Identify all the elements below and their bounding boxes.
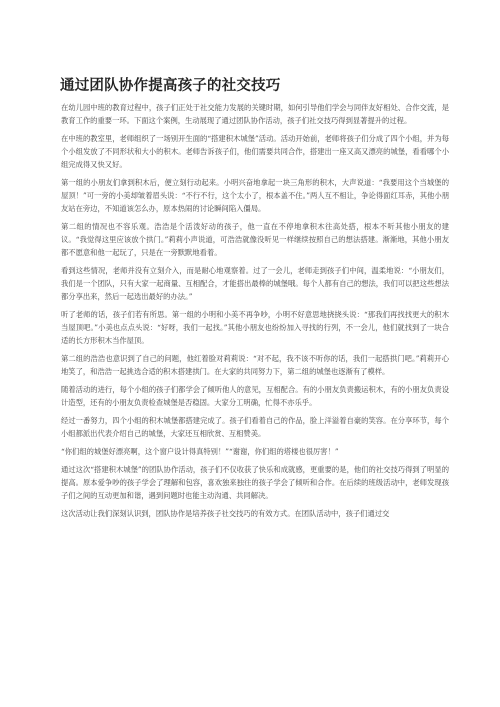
dialogue-paragraph: “你们组的城堡好漂亮啊，这个窗户设计得真特别！”“谢谢，你们组的塔楼也很厉害！” <box>61 447 339 456</box>
paragraph: 在幼儿园中班的教育过程中，孩子们正处于社交能力发展的关键时期，如何引导他们学会与同伴友好相处、合作交流，是教育工作的重要一环。下面这个案例，生动展现了通过团队协作活动，孩子们社交技巧得到显著提升的过程。 <box>61 103 449 125</box>
paragraph: 第一组的小朋友们拿到积木后，便立刻行动起来。小明兴奋地拿起一块三角形的积木，大声说道：“我要用这个当城堡的屋顶！”可一旁的小美却皱着眉头说：“不行不行，这个太小了，根本盖不住。”两人互不相让，争论得面红耳赤，其他小朋友站在旁边，不知道该怎么办，原本热闹的讨论瞬间陷入僵局。 <box>61 178 449 213</box>
paragraph: 第二组的浩浩也意识到了自己的问题，他红着脸对莉莉说：“对不起，我不该不听你的话，我们一起搭拱门吧。”莉莉开心地笑了，和浩浩一起挑选合适的积木搭建拱门。在大家的共同努力下，第二组的城堡也逐渐有了模样。 <box>61 354 449 376</box>
paragraph: 听了老师的话，孩子们若有所思。第一组的小明和小美不再争吵，小明不好意思地挠挠头说：“那我们再找找更大的积木当屋顶吧。”小美也点点头说：“好呀，我们一起找。”其他小朋友也纷纷加入寻找的行列，不一会儿，他们就找到了一块合适的长方形积木当作屋顶。 <box>61 310 449 345</box>
paragraph: 在中班的教室里，老师组织了一场别开生面的“搭建积木城堡”活动。活动开始前，老师将孩子们分成了四个小组，并为每个小组发放了不同形状和大小的积木。老师告诉孩子们，他们需要共同合作，搭建出一座又高又漂亮的城堡，看看哪个小组完成得又快又好。 <box>61 134 449 169</box>
document-body <box>61 101 449 525</box>
paragraph: 经过一番努力，四个小组的积木城堡都搭建完成了。孩子们看着自己的作品，脸上洋溢着自豪的笑容。在分享环节，每个小组都派出代表介绍自己的城堡，大家还互相欣赏、互相赞美。 <box>61 416 449 438</box>
paragraph: 这次活动让我们深刻认识到，团队协作是培养孩子社交技巧的有效方式。在团队活动中，孩子们通过交 <box>61 509 390 518</box>
paragraph: 随着活动的进行，每个小组的孩子们都学会了倾听他人的意见，互相配合。有的小朋友负责搬运积木，有的小朋友负责设计造型，还有的小朋友负责检查城堡是否稳固。大家分工明确，忙得不亦乐乎。 <box>61 385 449 407</box>
document-title: 通过团队协作提高孩子的社交技巧 <box>60 78 281 94</box>
paragraph: 第二组的情况也不容乐观。浩浩是个活泼好动的孩子，他一直在不停地拿积木往高处搭，根本不听其他小朋友的建议。“我觉得这里应该放个拱门。”莉莉小声说道，可浩浩就像没听见一样继续按照自己的想法搭建。渐渐地，其他小朋友都不愿意和他一起玩了，只是在一旁默默地看着。 <box>61 222 449 257</box>
paragraph: 看到这些情况，老师并没有立刻介入，而是耐心地观察着。过了一会儿，老师走到孩子们中间，温柔地说：“小朋友们，我们是一个团队，只有大家一起商量、互相配合，才能搭出最棒的城堡哦。每个人都有自己的想法，我们可以把这些想法都分享出来，然后一起选出最好的办法。” <box>61 266 449 301</box>
paragraph: 通过这次“搭建积木城堡”的团队协作活动，孩子们不仅收获了快乐和成就感，更重要的是，他们的社交技巧得到了明显的提高。原本爱争吵的孩子学会了理解和包容，喜欢独来独往的孩子学会了倾听和合作。在后续的班级活动中，老师发现孩子们之间的互动更加和谐，遇到问题时也能主动沟通、共同解决。 <box>61 465 449 500</box>
